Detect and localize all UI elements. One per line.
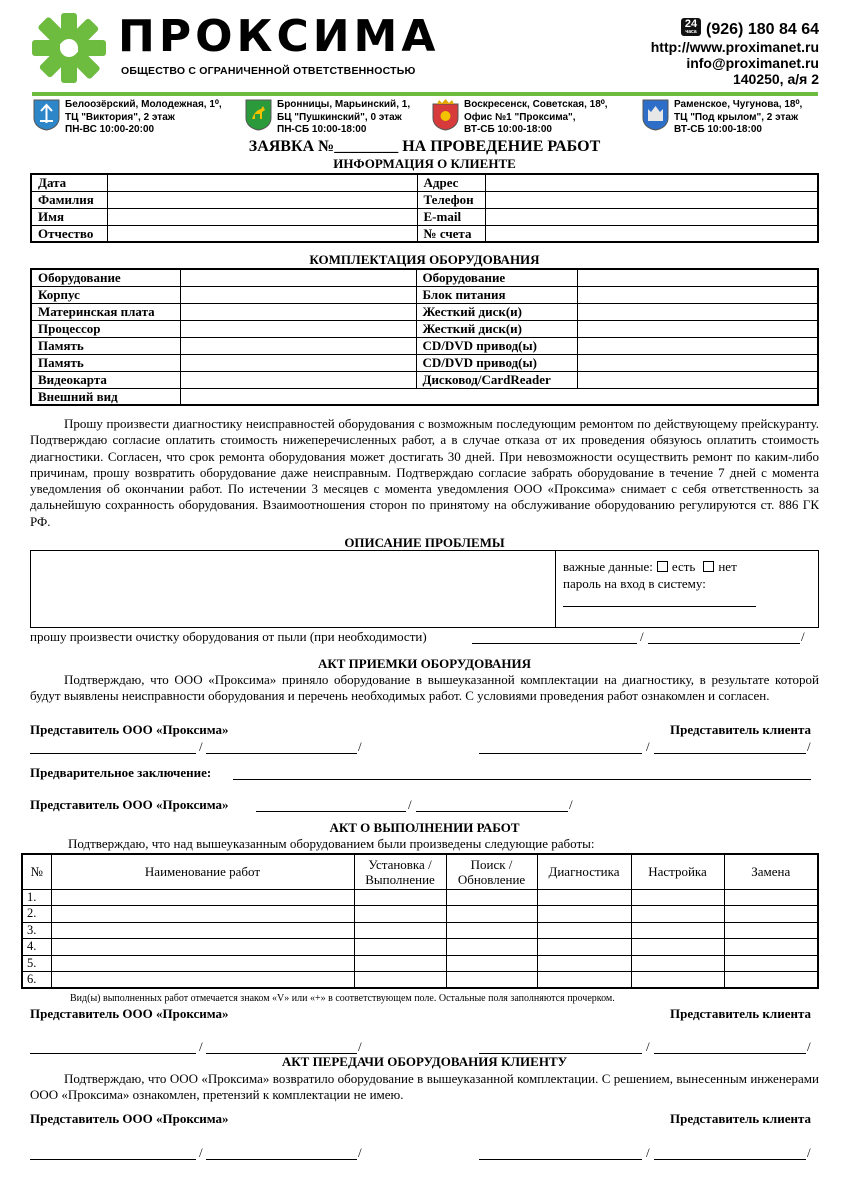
table-row xyxy=(22,889,818,906)
row-number: 2. xyxy=(22,906,51,923)
work-cell[interactable] xyxy=(537,906,631,923)
company-rep-label: Представитель ООО «Проксима» xyxy=(30,1111,229,1126)
office-voskresensk: Воскресенск, Советская, 18⁰, Офис №1 "Проксима", ВТ-СБ 10:00-18:00 xyxy=(432,99,608,139)
company-rep-label: Представитель ООО «Проксима» xyxy=(30,722,229,737)
slash: / xyxy=(807,1145,811,1160)
equipment-label: Блок питания xyxy=(416,286,577,303)
work-cell[interactable] xyxy=(631,889,724,906)
equipment-field[interactable] xyxy=(577,320,818,337)
work-cell[interactable] xyxy=(724,906,818,923)
signature-line[interactable] xyxy=(256,811,406,812)
logo-subtitle: ОБЩЕСТВО С ОГРАНИЧЕННОЙ ОТВЕТСТВЕННОСТЬЮ xyxy=(121,65,416,77)
equipment-label: Видеокарта xyxy=(31,371,180,388)
work-cell[interactable] xyxy=(446,955,537,972)
work-cell[interactable] xyxy=(724,955,818,972)
account-label: № счета xyxy=(417,225,485,242)
phone-field[interactable] xyxy=(485,191,818,208)
company-rep-label: Представитель ООО «Проксима» xyxy=(30,797,229,812)
table-row xyxy=(31,208,818,225)
table-row xyxy=(31,174,818,191)
equipment-field[interactable] xyxy=(577,269,818,286)
client-rep-label: Представитель клиента xyxy=(670,1006,811,1021)
email-link[interactable]: info@proximanet.ru xyxy=(686,55,819,71)
work-cell[interactable] xyxy=(537,972,631,989)
slash: / xyxy=(199,1145,203,1160)
work-cell[interactable] xyxy=(631,972,724,989)
table-row xyxy=(31,286,818,303)
important-data-block: важные данные: есть нет пароль на вход в систему: xyxy=(563,559,737,591)
row-number: 5. xyxy=(22,955,51,972)
company-rep-label: Представитель ООО «Проксима» xyxy=(30,1006,229,1021)
dust-name-line[interactable] xyxy=(648,643,800,644)
email-label: E-mail xyxy=(417,208,485,225)
work-cell[interactable] xyxy=(446,972,537,989)
client-rep-label: Представитель клиента xyxy=(670,722,811,737)
equipment-label: CD/DVD привод(ы) xyxy=(416,337,577,354)
works-heading: АКТ О ВЫПОЛНЕНИИ РАБОТ xyxy=(329,820,520,835)
work-cell[interactable] xyxy=(537,939,631,956)
work-cell[interactable] xyxy=(354,889,446,906)
equipment-field[interactable] xyxy=(577,354,818,371)
ramenskoye-emblem-icon xyxy=(642,99,669,131)
slash: / xyxy=(199,739,203,754)
equipment-label: Материнская плата xyxy=(31,303,180,320)
patronymic-field[interactable] xyxy=(107,225,417,242)
equipment-label: Корпус xyxy=(31,286,180,303)
equipment-field[interactable] xyxy=(180,320,416,337)
row-number: 1. xyxy=(22,889,51,906)
works-footnote: Вид(ы) выполненных работ отмечается знаком «V» или «+» в соответствующем поле. Остальные поля заполняются прочерком. xyxy=(70,993,615,1004)
table-row xyxy=(31,225,818,242)
table-row xyxy=(31,371,818,388)
equipment-label: Процессор xyxy=(31,320,180,337)
name-line[interactable] xyxy=(654,1159,806,1160)
table-row xyxy=(22,972,818,989)
website-link[interactable]: http://www.proximanet.ru xyxy=(650,39,819,55)
work-cell[interactable] xyxy=(724,889,818,906)
work-cell[interactable] xyxy=(354,972,446,989)
equipment-field[interactable] xyxy=(180,354,416,371)
table-row xyxy=(31,269,818,286)
patronymic-label: Отчество xyxy=(31,225,107,242)
client-info-table xyxy=(30,173,819,243)
24-hours-badge: 24 часа xyxy=(681,18,701,36)
work-cell[interactable] xyxy=(724,939,818,956)
slash: / xyxy=(569,797,573,812)
problem-divider xyxy=(555,550,556,628)
logo-name: ПРОКСИМА xyxy=(118,11,440,62)
work-cell[interactable] xyxy=(724,922,818,939)
phone-label: Телефон xyxy=(417,191,485,208)
equipment-field[interactable] xyxy=(577,371,818,388)
equipment-field[interactable] xyxy=(180,286,416,303)
handover-paragraph: Подтверждаю, что ООО «Проксима» возвратило оборудование в вышеуказанной комплектации. С решением, вынесенным инженерами ООО «Проксима» ознакомлен, претензий к комплектации не имею. xyxy=(30,1071,819,1103)
equipment-field[interactable] xyxy=(180,303,416,320)
work-name-cell[interactable] xyxy=(51,906,354,923)
row-number: 6. xyxy=(22,972,51,989)
name-line[interactable] xyxy=(416,811,568,812)
table-row xyxy=(22,955,818,972)
appearance-field[interactable] xyxy=(180,388,818,405)
phone-number: 24 часа (926) 180 84 64 xyxy=(681,18,819,39)
slash: / xyxy=(807,739,811,754)
dust-request-label: прошу произвести очистку оборудования от пыли (при необходимости) xyxy=(30,629,427,644)
work-cell[interactable] xyxy=(446,889,537,906)
table-header-row xyxy=(22,854,818,889)
equipment-label: Память xyxy=(31,354,180,371)
equipment-field[interactable] xyxy=(180,371,416,388)
signature-line[interactable] xyxy=(30,753,196,754)
dust-signature-line[interactable] xyxy=(472,643,637,644)
account-field[interactable] xyxy=(485,225,818,242)
equipment-field[interactable] xyxy=(180,337,416,354)
table-row xyxy=(31,337,818,354)
equipment-label: Оборудование xyxy=(416,269,577,286)
slash: / xyxy=(358,1039,362,1054)
acceptance-heading: АКТ ПРИЕМКИ ОБОРУДОВАНИЯ xyxy=(317,656,532,671)
work-name-cell[interactable] xyxy=(51,972,354,989)
row-number: 3. xyxy=(22,922,51,939)
equipment-field[interactable] xyxy=(180,269,416,286)
handover-heading: АКТ ПЕРЕДАЧИ ОБОРУДОВАНИЯ КЛИЕНТУ xyxy=(281,1054,568,1069)
equipment-field[interactable] xyxy=(577,303,818,320)
equipment-label: Жесткий диск(и) xyxy=(416,303,577,320)
password-label: пароль на вход в систему: xyxy=(563,576,706,591)
slash: / xyxy=(408,797,412,812)
table-row xyxy=(22,906,818,923)
work-cell[interactable] xyxy=(446,922,537,939)
slash: / xyxy=(807,1039,811,1054)
terms-paragraph: Прошу произвести диагностику неисправностей оборудования с возможным последующим ремонтом по действующему прейскуранту. Подтверждаю согласие оплатить стоимость нижеперечисленных работ, а в случае отказа от их проведения обязуюсь оплатить стоимость диагностики. Согласен, что срок ремонта оборудования может достигать 30 дней. При невозможности осуществить ремонт по каким-либо причинам, прошу возвратить оборудование даже неисправным. Подтверждаю согласие забрать оборудование в течение 7 дней с момента уведомления об окончании работ. По истечении 3 месяцев с момента уведомления ООО «Проксима» снимает с себя ответственность за дальнейшую сохранность оборудования. Взаимоотношения сторон по принятому на обслуживание оборудованию регулируются ст. 886 ГК РФ. xyxy=(30,416,819,529)
work-cell[interactable] xyxy=(354,939,446,956)
postal-address: 140250, а/я 2 xyxy=(732,71,819,87)
signature-line[interactable] xyxy=(479,753,642,754)
slash: / xyxy=(358,739,362,754)
address-label: Адрес xyxy=(417,174,485,191)
appearance-label: Внешний вид xyxy=(31,388,180,405)
table-row xyxy=(22,922,818,939)
important-no-checkbox[interactable] xyxy=(703,561,714,572)
work-cell[interactable] xyxy=(724,972,818,989)
row-number: 4. xyxy=(22,939,51,956)
equipment-label: Жесткий диск(и) xyxy=(416,320,577,337)
table-row xyxy=(31,191,818,208)
slash: / xyxy=(640,629,644,644)
work-cell[interactable] xyxy=(446,906,537,923)
slash: / xyxy=(358,1145,362,1160)
office-beloozersky: Белоозёрский, Молодежная, 1⁰, ТЦ "Виктория", 2 этаж ПН-ВС 10:00-20:00 xyxy=(33,99,222,139)
work-cell[interactable] xyxy=(631,955,724,972)
work-cell[interactable] xyxy=(354,922,446,939)
table-row xyxy=(31,320,818,337)
problem-heading: ОПИСАНИЕ ПРОБЛЕМЫ xyxy=(344,535,505,550)
date-field[interactable] xyxy=(107,174,417,191)
bronnitsy-emblem-icon xyxy=(245,99,272,131)
preliminary-conclusion-line[interactable] xyxy=(233,779,811,780)
work-cell[interactable] xyxy=(446,939,537,956)
slash: / xyxy=(646,1145,650,1160)
acceptance-paragraph: Подтверждаю, что ООО «Проксима» приняло оборудование в вышеуказанной комплектации на диагностику, в результате которой будут выявлены неисправности оборудования и перечень необходимых работ. С условиями проведения работ ознакомлен и согласен. xyxy=(30,672,819,704)
surname-label: Фамилия xyxy=(31,191,107,208)
equipment-field[interactable] xyxy=(577,286,818,303)
header-divider xyxy=(32,92,818,96)
office-ramenskoye: Раменское, Чугунова, 18⁰, ТЦ "Под крылом", 2 этаж ВТ-СБ 10:00-18:00 xyxy=(642,99,802,139)
column-setup: Настройка xyxy=(631,854,724,889)
office-bronnitsy: Бронницы, Марьинский, 1, БЦ "Пушкинский", 0 этаж ПН-СБ 10:00-18:00 xyxy=(245,99,410,139)
preliminary-conclusion-label: Предварительное заключение: xyxy=(30,765,212,780)
column-number: № xyxy=(22,854,51,889)
column-search: Поиск / Обновление xyxy=(446,854,537,889)
signature-line[interactable] xyxy=(479,1159,642,1160)
work-name-cell[interactable] xyxy=(51,939,354,956)
name-line[interactable] xyxy=(206,753,357,754)
important-yes-checkbox[interactable] xyxy=(657,561,668,572)
work-name-cell[interactable] xyxy=(51,955,354,972)
form-title: ЗАЯВКА №________ НА ПРОВЕДЕНИЕ РАБОТ xyxy=(248,138,601,155)
work-cell[interactable] xyxy=(537,889,631,906)
name-line[interactable] xyxy=(654,753,806,754)
client-rep-label: Представитель клиента xyxy=(670,1111,811,1126)
name-line[interactable] xyxy=(206,1159,357,1160)
column-work-name: Наименование работ xyxy=(51,854,354,889)
name-field[interactable] xyxy=(107,208,417,225)
client-info-heading: ИНФОРМАЦИЯ О КЛИЕНТЕ xyxy=(333,156,516,171)
date-label: Дата xyxy=(31,174,107,191)
table-row xyxy=(31,388,818,405)
slash: / xyxy=(801,629,805,644)
column-install: Установка / Выполнение xyxy=(354,854,446,889)
work-name-cell[interactable] xyxy=(51,889,354,906)
slash: / xyxy=(646,1039,650,1054)
equipment-label: Дисковод/CardReader xyxy=(416,371,577,388)
table-row xyxy=(31,354,818,371)
work-cell[interactable] xyxy=(631,906,724,923)
voskresensk-emblem-icon xyxy=(432,99,459,131)
slash: / xyxy=(199,1039,203,1054)
equipment-field[interactable] xyxy=(577,337,818,354)
table-row xyxy=(31,303,818,320)
surname-field[interactable] xyxy=(107,191,417,208)
work-cell[interactable] xyxy=(631,922,724,939)
column-replace: Замена xyxy=(724,854,818,889)
work-cell[interactable] xyxy=(537,955,631,972)
work-name-cell[interactable] xyxy=(51,922,354,939)
column-diagnostics: Диагностика xyxy=(537,854,631,889)
equipment-label: Память xyxy=(31,337,180,354)
password-line[interactable] xyxy=(563,606,756,607)
slash: / xyxy=(646,739,650,754)
signature-line[interactable] xyxy=(30,1159,196,1160)
equipment-table xyxy=(30,268,819,406)
beloozersky-emblem-icon xyxy=(33,99,60,131)
name-label: Имя xyxy=(31,208,107,225)
equipment-label: Оборудование xyxy=(31,269,180,286)
proxima-logo-icon xyxy=(30,11,108,85)
work-cell[interactable] xyxy=(354,955,446,972)
email-field[interactable] xyxy=(485,208,818,225)
work-cell[interactable] xyxy=(631,939,724,956)
equipment-heading: КОМПЛЕКТАЦИЯ ОБОРУДОВАНИЯ xyxy=(309,252,540,267)
work-cell[interactable] xyxy=(537,922,631,939)
works-intro: Подтверждаю, что над вышеуказанным оборудованием были произведены следующие работы: xyxy=(68,836,595,851)
work-cell[interactable] xyxy=(354,906,446,923)
works-table xyxy=(21,853,819,989)
equipment-label: CD/DVD привод(ы) xyxy=(416,354,577,371)
table-row xyxy=(22,939,818,956)
address-field[interactable] xyxy=(485,174,818,191)
